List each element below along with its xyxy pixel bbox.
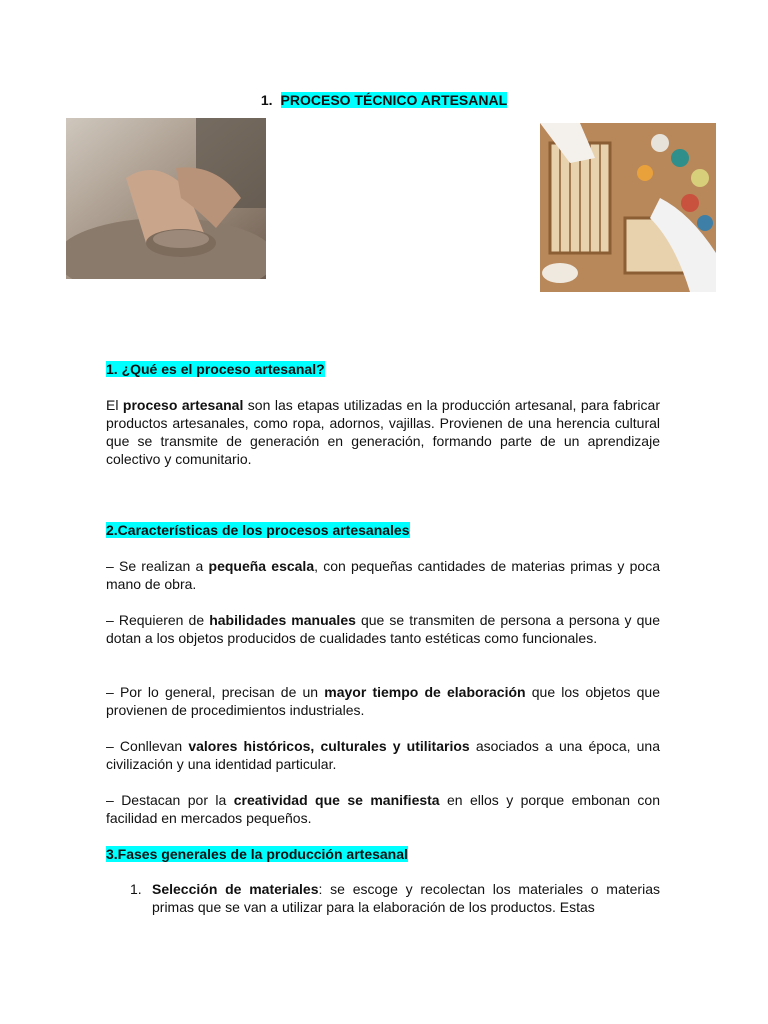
bold-term: valores históricos, culturales y utilitarios (188, 738, 470, 754)
bold-term: proceso artesanal (122, 397, 244, 413)
section-1-paragraph (106, 396, 660, 468)
list-item (106, 683, 660, 719)
list-item (106, 737, 660, 773)
text-run: , con pequeñas cantidades de materias primas y poca mano de obra. (106, 558, 660, 592)
text-run: – Destacan por la (106, 792, 234, 808)
text-run: – Se realizan a (106, 558, 209, 574)
title-text: PROCESO TÉCNICO ARTESANAL (280, 92, 508, 108)
list-item (106, 791, 660, 827)
weaving-looms-photo (540, 123, 716, 292)
pottery-hands-photo (66, 118, 266, 279)
bold-term: creatividad que se manifiesta (233, 792, 440, 808)
section-2-heading: 2.Características de los procesos artesanales (106, 522, 410, 538)
bold-term: mayor tiempo de elaboración (324, 684, 526, 700)
list-item (106, 557, 660, 593)
text-run: – Conllevan (106, 738, 189, 754)
text-run: : se escoge y recolectan los materiales o materias primas que se van a utilizar para la elaboración de los productos. Estas (152, 881, 660, 915)
section-3 (106, 845, 660, 863)
text-run: El (106, 397, 123, 413)
text-run: – Requieren de (106, 612, 210, 628)
text-run: asociados a una época, una civilización y una identidad particular. (106, 738, 660, 772)
bold-term: Selección de materiales (152, 881, 319, 897)
bold-term: pequeña escala (208, 558, 315, 574)
section-3-heading: 3.Fases generales de la producción artesanal (106, 846, 408, 862)
numbered-list-item (106, 880, 660, 916)
text-run: que los objetos que provienen de procedimientos industriales. (106, 684, 660, 718)
section-1-heading: 1. ¿Qué es el proceso artesanal? (106, 361, 325, 377)
list-number: 1. (130, 881, 142, 897)
list-item (106, 611, 660, 647)
text-run: son las etapas utilizadas en la producción artesanal, para fabricar productos artesanales, como ropa, adornos, vajillas. Provienen de una herencia cultural que se transmite de generación en generación, formando parte de un aprendizaje colectivo y comunitario. (106, 397, 660, 467)
section-1 (106, 360, 660, 378)
title-number: 1. (260, 92, 273, 108)
text-run: en ellos y porque embonan con facilidad en mercados pequeños. (106, 792, 660, 826)
section-2 (106, 521, 660, 539)
text-run: que se transmiten de persona a persona y que dotan a los objetos producidos de cualidades tanto estéticas como funcionales. (106, 612, 660, 646)
document-title (0, 91, 768, 109)
text-run: – Por lo general, precisan de un (106, 684, 325, 700)
bold-term: habilidades manuales (209, 612, 356, 628)
